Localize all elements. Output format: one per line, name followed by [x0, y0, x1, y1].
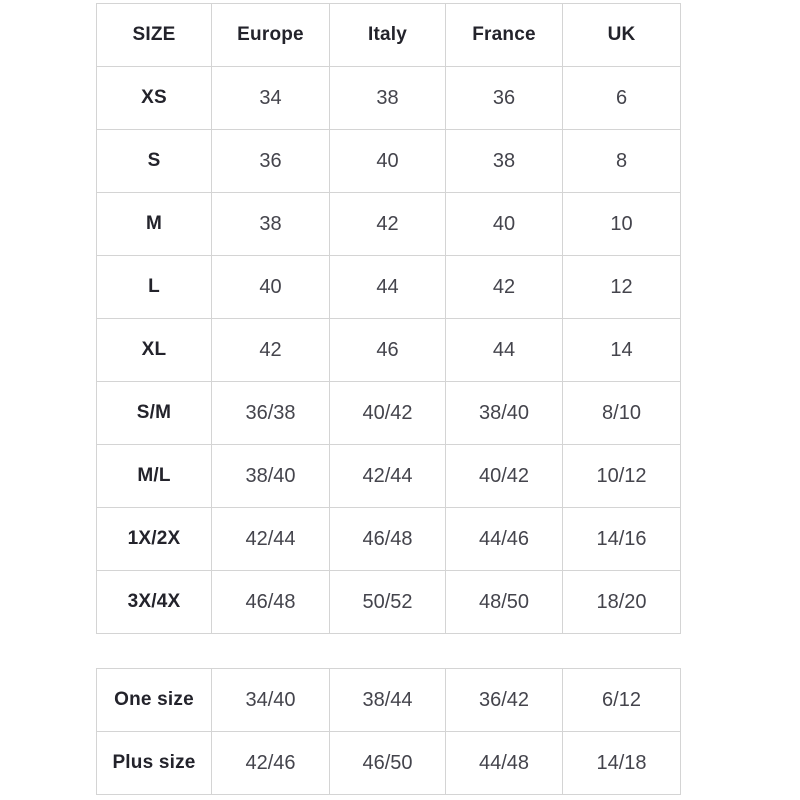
- size-table-body: [97, 67, 681, 634]
- size-value-cell: 44/48: [446, 732, 563, 795]
- size-value-cell: 40: [212, 256, 330, 319]
- size-value-cell: 40/42: [446, 445, 563, 508]
- table-row: [97, 508, 681, 571]
- size-value-cell: 38/40: [446, 382, 563, 445]
- size-value-cell: 36/38: [212, 382, 330, 445]
- row-size-label: L: [97, 256, 212, 319]
- size-value-cell: 42/44: [330, 445, 446, 508]
- size-value-cell: 34/40: [212, 669, 330, 732]
- size-value-cell: 38/44: [330, 669, 446, 732]
- size-value-cell: 46/48: [212, 571, 330, 634]
- size-table-header: [97, 4, 681, 67]
- size-value-cell: 14: [563, 319, 681, 382]
- size-value-cell: 42/44: [212, 508, 330, 571]
- size-value-cell: 44: [446, 319, 563, 382]
- size-value-cell: 10: [563, 193, 681, 256]
- size-value-cell: 38: [212, 193, 330, 256]
- size-value-cell: 38/40: [212, 445, 330, 508]
- header-row: [97, 4, 681, 67]
- size-value-cell: 36: [212, 130, 330, 193]
- size-value-cell: 38: [330, 67, 446, 130]
- size-value-cell: 18/20: [563, 571, 681, 634]
- table-row: [97, 732, 681, 795]
- size-conversion-table: [96, 3, 681, 634]
- row-size-label: Plus size: [97, 732, 212, 795]
- size-value-cell: 44/46: [446, 508, 563, 571]
- table-row: [97, 256, 681, 319]
- size-value-cell: 46: [330, 319, 446, 382]
- size-value-cell: 42: [330, 193, 446, 256]
- size-value-cell: 6: [563, 67, 681, 130]
- row-size-label: S: [97, 130, 212, 193]
- size-value-cell: 14/16: [563, 508, 681, 571]
- table-row: [97, 193, 681, 256]
- size-value-cell: 50/52: [330, 571, 446, 634]
- size-value-cell: 48/50: [446, 571, 563, 634]
- table-row: [97, 445, 681, 508]
- table-row: [97, 319, 681, 382]
- special-sizes-body: [97, 669, 681, 795]
- size-value-cell: 34: [212, 67, 330, 130]
- table-row: [97, 382, 681, 445]
- column-header: SIZE: [97, 4, 212, 67]
- size-value-cell: 40: [446, 193, 563, 256]
- size-value-cell: 46/48: [330, 508, 446, 571]
- size-value-cell: 40: [330, 130, 446, 193]
- size-value-cell: 6/12: [563, 669, 681, 732]
- table-row: [97, 571, 681, 634]
- size-value-cell: 40/42: [330, 382, 446, 445]
- size-value-cell: 38: [446, 130, 563, 193]
- size-value-cell: 46/50: [330, 732, 446, 795]
- column-header: France: [446, 4, 563, 67]
- table-row: [97, 669, 681, 732]
- size-value-cell: 8/10: [563, 382, 681, 445]
- size-value-cell: 36: [446, 67, 563, 130]
- size-value-cell: 44: [330, 256, 446, 319]
- row-size-label: 3X/4X: [97, 571, 212, 634]
- row-size-label: M/L: [97, 445, 212, 508]
- column-header: Italy: [330, 4, 446, 67]
- row-size-label: 1X/2X: [97, 508, 212, 571]
- row-size-label: XS: [97, 67, 212, 130]
- size-value-cell: 10/12: [563, 445, 681, 508]
- size-value-cell: 42: [446, 256, 563, 319]
- size-value-cell: 42: [212, 319, 330, 382]
- row-size-label: XL: [97, 319, 212, 382]
- row-size-label: M: [97, 193, 212, 256]
- size-value-cell: 12: [563, 256, 681, 319]
- row-size-label: One size: [97, 669, 212, 732]
- table-row: [97, 130, 681, 193]
- row-size-label: S/M: [97, 382, 212, 445]
- special-sizes-table: [96, 668, 681, 795]
- table-row: [97, 67, 681, 130]
- size-value-cell: 42/46: [212, 732, 330, 795]
- size-value-cell: 36/42: [446, 669, 563, 732]
- column-header: UK: [563, 4, 681, 67]
- size-value-cell: 14/18: [563, 732, 681, 795]
- column-header: Europe: [212, 4, 330, 67]
- size-value-cell: 8: [563, 130, 681, 193]
